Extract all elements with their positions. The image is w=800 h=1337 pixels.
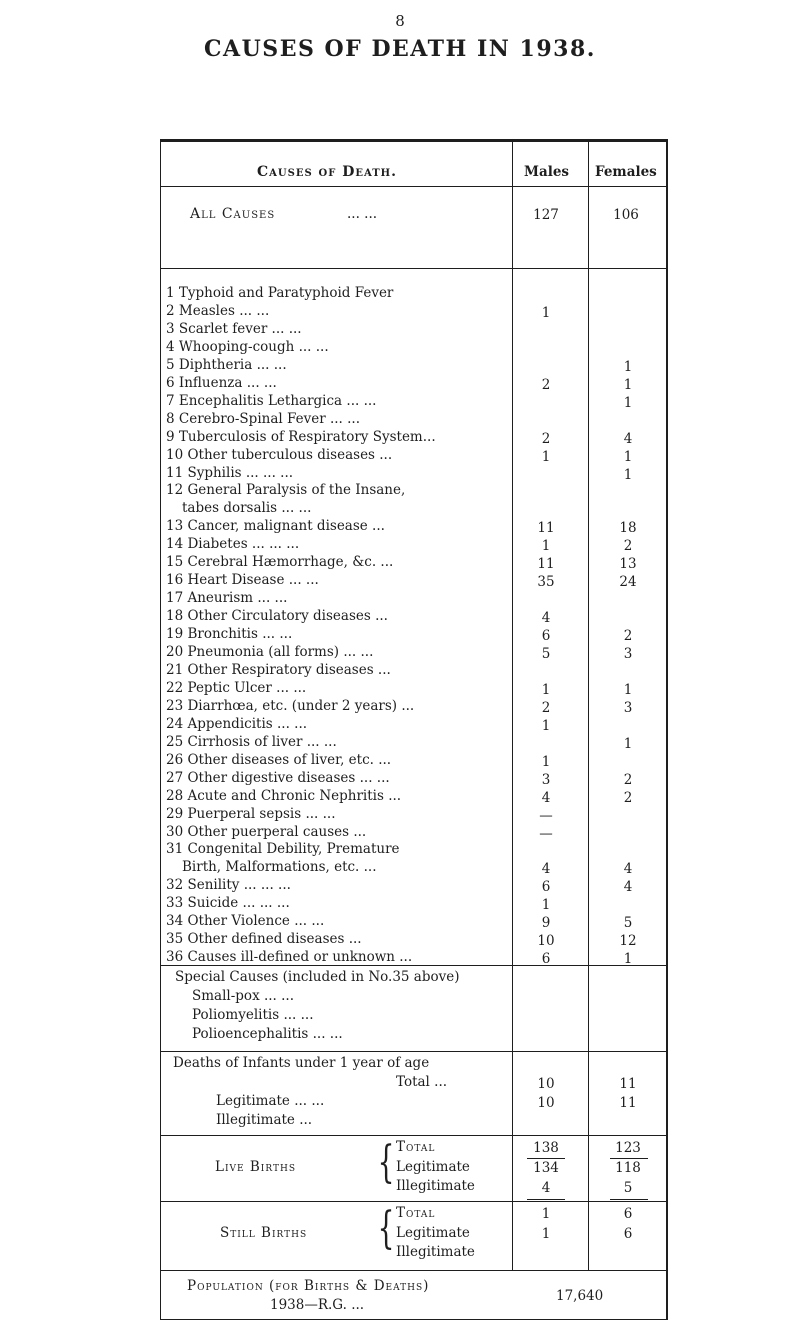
cause-females: 4 — [623, 430, 633, 447]
cause-label: 22 Peptic Ulcer ... ... — [166, 679, 307, 696]
cause-females: 1 — [623, 376, 633, 393]
cause-females: 24 — [619, 574, 637, 591]
males-illegit-underline — [527, 1199, 565, 1200]
males-divider — [512, 139, 513, 1271]
population-label-line1: Population (for Births & Deaths) — [187, 1278, 430, 1294]
cause-males: 2 — [541, 699, 551, 716]
still-births-legit-males: 1 — [541, 1226, 551, 1242]
cause-label: 16 Heart Disease ... ... — [166, 572, 319, 589]
live-births-illegit-males: 4 — [541, 1180, 551, 1196]
cause-label: 2 Measles ... ... — [166, 302, 270, 319]
cause-females: 1 — [623, 681, 633, 698]
live-births-legit-females: 118 — [615, 1160, 641, 1176]
infants-total-label: Total ... — [396, 1074, 448, 1090]
still-births-total-females: 6 — [623, 1206, 633, 1222]
females-illegit-underline — [610, 1199, 648, 1200]
cause-females: 1 — [623, 448, 633, 465]
special-item: Polioencephalitis ... ... — [192, 1026, 343, 1042]
page-title: CAUSES OF DEATH IN 1938. — [204, 36, 596, 62]
cause-males: 1 — [541, 717, 551, 734]
cause-label: Birth, Malformations, etc. ... — [182, 859, 377, 876]
cause-label: 31 Congenital Debility, Premature — [166, 841, 400, 858]
cause-females: 12 — [619, 933, 637, 950]
cause-label: 5 Diphtheria ... ... — [166, 356, 287, 373]
infants-illegit-label: Illegitimate ... — [216, 1112, 313, 1128]
cause-label: 13 Cancer, malignant disease ... — [166, 518, 385, 535]
cause-label: 36 Causes ill-defined or unknown ... — [166, 949, 413, 966]
cause-females: 2 — [623, 538, 633, 555]
cause-males: 6 — [541, 879, 551, 896]
cause-females: 13 — [619, 556, 637, 573]
cause-label: 35 Other defined diseases ... — [166, 931, 362, 948]
live-births-legit-label: Legitimate — [396, 1159, 470, 1175]
live-births-illegit-females: 5 — [623, 1180, 633, 1196]
cause-females: 1 — [623, 735, 633, 752]
cause-label: 1 Typhoid and Paratyphoid Fever — [166, 285, 394, 301]
special-rule — [160, 1051, 667, 1052]
cause-label: 30 Other puerperal causes ... — [166, 823, 367, 840]
cause-males: 6 — [541, 951, 551, 968]
all-causes-label: All Causes — [190, 206, 276, 222]
header-rule — [160, 186, 667, 187]
infants-rule — [160, 1135, 667, 1136]
infants-total-males: 10 — [537, 1076, 555, 1092]
table-bottom-rule — [160, 1319, 667, 1320]
males-total-underline — [527, 1158, 565, 1159]
cause-males: 3 — [541, 771, 551, 788]
infants-legit-males: 10 — [537, 1095, 555, 1111]
still-births-total-males: 1 — [541, 1206, 551, 1222]
all-causes-males: 127 — [533, 207, 559, 223]
population-value: 17,640 — [556, 1288, 604, 1304]
cause-males: 1 — [541, 304, 551, 321]
header-causes: Causes of Death. — [257, 164, 397, 180]
live-births-rule — [160, 1201, 667, 1202]
table-top-rule — [160, 139, 667, 142]
live-births-label: Live Births — [215, 1159, 296, 1175]
header-females: Females — [595, 164, 657, 180]
still-births-brace: { — [377, 1203, 395, 1254]
cause-label: 23 Diarrhœa, etc. (under 2 years) ... — [166, 697, 415, 714]
population-label — [187, 1278, 429, 1294]
cause-males: 1 — [541, 538, 551, 555]
cause-label: 17 Aneurism ... ... — [166, 590, 288, 607]
live-births-total-females: 123 — [615, 1140, 641, 1156]
cause-males: 35 — [537, 574, 555, 591]
special-item: Small-pox ... ... — [192, 988, 295, 1004]
cause-males: — — [539, 807, 553, 824]
cause-females: 3 — [623, 699, 633, 716]
live-births-total-males: 138 — [533, 1140, 559, 1156]
cause-males: 1 — [541, 897, 551, 914]
population-year: 1938—R.G. ... — [270, 1297, 365, 1313]
still-births-legit-label: Legitimate — [396, 1225, 470, 1241]
cause-males: 10 — [537, 933, 555, 950]
cause-males: 4 — [541, 789, 551, 806]
infants-legit-label: Legitimate ... ... — [216, 1093, 325, 1109]
cause-males: 1 — [541, 753, 551, 770]
cause-females: 2 — [623, 771, 633, 788]
cause-label: 11 Syphilis ... ... ... — [166, 464, 294, 481]
cause-label: 9 Tuberculosis of Respiratory System... — [166, 428, 436, 445]
females-divider — [588, 139, 589, 1271]
cause-label: tabes dorsalis ... ... — [182, 500, 312, 517]
cause-females: 2 — [623, 789, 633, 806]
cause-males: — — [539, 825, 553, 842]
cause-males: 11 — [537, 556, 555, 573]
cause-males: 2 — [541, 376, 551, 393]
cause-label: 34 Other Violence ... ... — [166, 913, 325, 930]
still-births-label: Still Births — [220, 1225, 308, 1241]
cause-males: 5 — [541, 646, 551, 662]
cause-label: 24 Appendicitis ... ... — [166, 715, 308, 732]
cause-label: 12 General Paralysis of the Insane, — [166, 482, 406, 499]
cause-males: 1 — [541, 681, 551, 698]
still-births-total-label: Total — [396, 1205, 436, 1221]
cause-label: 28 Acute and Chronic Nephritis ... — [166, 787, 402, 804]
cause-males: 2 — [541, 430, 551, 447]
still-births-legit-females: 6 — [623, 1226, 633, 1242]
cause-label: 10 Other tuberculous diseases ... — [166, 446, 393, 463]
cause-males: 6 — [541, 628, 551, 645]
cause-females: 2 — [623, 628, 633, 645]
cause-label: 32 Senility ... ... ... — [166, 877, 291, 894]
cause-label: 27 Other digestive diseases ... ... — [166, 769, 390, 786]
cause-label: 18 Other Circulatory diseases ... — [166, 608, 388, 625]
live-births-total-label: Total — [396, 1139, 436, 1155]
cause-label: 25 Cirrhosis of liver ... ... — [166, 733, 337, 750]
cause-females: 1 — [623, 394, 633, 411]
cause-label: 19 Bronchitis ... ... — [166, 626, 293, 643]
cause-label: 26 Other diseases of liver, etc. ... — [166, 751, 392, 768]
cause-males: 4 — [541, 861, 551, 878]
live-births-illegit-label: Illegitimate — [396, 1178, 475, 1194]
infants-legit-females: 11 — [619, 1095, 637, 1111]
cause-males: 4 — [541, 610, 551, 627]
all-causes-females: 106 — [613, 207, 639, 223]
still-births-illegit-label: Illegitimate — [396, 1244, 475, 1260]
cause-label: 29 Puerperal sepsis ... ... — [166, 805, 336, 822]
cause-females: 1 — [623, 951, 633, 968]
cause-label: 14 Diabetes ... ... ... — [166, 536, 300, 553]
cause-label: 20 Pneumonia (all forms) ... ... — [166, 644, 374, 660]
cause-females: 5 — [623, 915, 633, 932]
cause-label: 21 Other Respiratory diseases ... — [166, 661, 391, 678]
live-births-legit-males: 134 — [533, 1160, 559, 1176]
all-causes-dots: ... ... — [347, 206, 378, 222]
cause-males: 11 — [537, 520, 555, 537]
cause-label: 4 Whooping-cough ... ... — [166, 338, 329, 355]
infants-total-females: 11 — [619, 1076, 637, 1092]
cause-females: 4 — [623, 879, 633, 896]
females-total-underline — [610, 1158, 648, 1159]
cause-females: 18 — [619, 520, 637, 537]
cause-females: 1 — [623, 466, 633, 483]
cause-females: 3 — [623, 646, 633, 662]
cause-label: 33 Suicide ... ... ... — [166, 895, 290, 912]
live-births-brace: { — [377, 1137, 395, 1188]
cause-label: 6 Influenza ... ... — [166, 374, 277, 391]
cause-label: 7 Encephalitis Lethargica ... ... — [166, 392, 377, 409]
causes-rule — [160, 965, 667, 966]
cause-females: 1 — [623, 358, 633, 375]
cause-females: 4 — [623, 861, 633, 878]
cause-label: 3 Scarlet fever ... ... — [166, 320, 302, 337]
infants-heading: Deaths of Infants under 1 year of age — [173, 1055, 430, 1071]
page-number: 8 — [395, 12, 405, 30]
special-heading: Special Causes (included in No.35 above) — [175, 969, 460, 985]
cause-males: 9 — [541, 915, 551, 932]
header-males: Males — [524, 164, 570, 180]
still-births-rule — [160, 1270, 667, 1271]
cause-label: 15 Cerebral Hæmorrhage, &c. ... — [166, 554, 394, 571]
all-causes-rule — [160, 268, 667, 269]
right-border — [666, 139, 668, 1320]
cause-males: 1 — [541, 448, 551, 465]
special-item: Poliomyelitis ... ... — [192, 1007, 314, 1023]
cause-label: 8 Cerebro-Spinal Fever ... ... — [166, 410, 361, 427]
left-border — [160, 139, 161, 1320]
